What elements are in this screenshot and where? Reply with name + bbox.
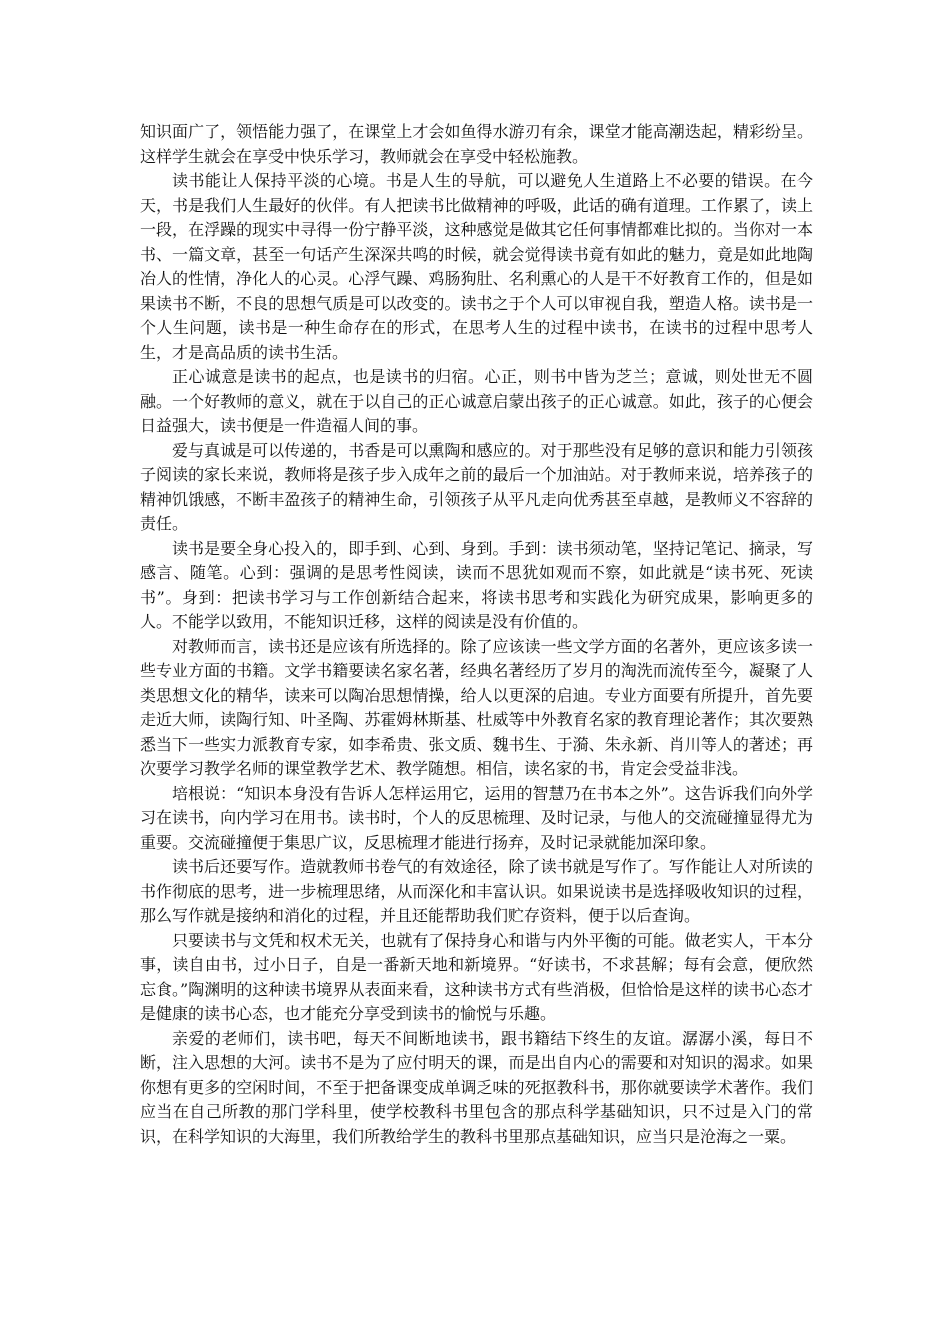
paragraph-3: 正心诚意是读书的起点，也是读书的归宿。心正，则书中皆为芝兰；意诚，则处世无不圆融。一个好教师的意义，就在于以自己的正心诚意启蒙出孩子的正心诚意。如此，孩子的心便会日益强大，读书便是一件造福人间的事。 — [140, 367, 813, 435]
paragraph-6: 对教师而言，读书还是应该有所选择的。除了应该读一些文学方面的名著外，更应该多读一些专业方面的书籍。文学书籍要读名家名著，经典名著经历了岁月的淘洗而流传至今，凝聚了人类思想文化的精华，读来可以陶冶思想情操，给人以更深的启迪。专业方面要有所提升，首先要走近大师，读陶行知、叶圣陶、苏霍姆林斯基、杜威等中外教育名家的教育理论著作；其次要熟悉当下一些实力派教育专家，如李希贵、张文质、魏书生、于漪、朱永新、肖川等人的著述；再次要学习教学名师的课堂教学艺术、教学随想。相信，读名家的书，肯定会受益非浅。 — [140, 636, 813, 778]
paragraph-2: 读书能让人保持平淡的心境。书是人生的导航，可以避免人生道路上不必要的错误。在今天，书是我们人生最好的伙伴。有人把读书比做精神的呼吸，此话的确有道理。工作累了，读上一段，在浮躁的现实中寻得一份宁静平淡，这种感觉是做其它任何事情都难比拟的。当你对一本书、一篇文章，甚至一句话产生深深共鸣的时候，就会觉得读书竟有如此的魅力，竟是如此地陶冶人的性情，净化人的心灵。心浮气躁、鸡肠狗肚、名利熏心的人是干不好教育工作的，但是如果读书不断，不良的思想气质是可以改变的。读书之于个人可以审视自我，塑造人格。读书是一个人生问题，读书是一种生命存在的形式，在思考人生的过程中读书，在读书的过程中思考人生，才是高品质的读书生活。 — [140, 171, 813, 362]
paragraph-1: 知识面广了，领悟能力强了，在课堂上才会如鱼得水游刃有余，课堂才能高潮迭起，精彩纷呈。这样学生就会在享受中快乐学习，教师就会在享受中轻松施教。 — [140, 122, 813, 166]
document-body — [140, 120, 813, 1149]
paragraph-5: 读书是要全身心投入的，即手到、心到、身到。手到：读书须动笔，坚持记笔记、摘录，写感言、随笔。心到：强调的是思考性阅读，读而不思犹如观而不察，如此就是“读书死、死读书”。身到：把读书学习与工作创新结合起来，将读书思考和实践化为研究成果，影响更多的人。不能学以致用，不能知识迁移，这样的阅读是没有价值的。 — [140, 538, 813, 631]
paragraph-10: 亲爱的老师们，读书吧，每天不间断地读书，跟书籍结下终生的友谊。潺潺小溪，每日不断，注入思想的大河。读书不是为了应付明天的课，而是出自内心的需要和对知识的渴求。如果你想有更多的空闲时间，不至于把备课变成单调乏味的死抠教科书，那你就要读学术著作。我们应当在自己所教的那门学科里，使学校教科书里包含的那点科学基础知识，只不过是入门的常识，在科学知识的大海里，我们所教给学生的教科书里那点基础知识，应当只是沧海之一粟。 — [140, 1028, 813, 1146]
paragraph-7: 培根说：“知识本身没有告诉人怎样运用它，运用的智慧乃在书本之外”。这告诉我们向外学习在读书，向内学习在用书。读书时，个人的反思梳理、及时记录，与他人的交流碰撞显得尤为重要。交流碰撞便于集思广议，反思梳理才能进行扬弃，及时记录就能加深印象。 — [140, 783, 813, 852]
paragraph-4: 爱与真诚是可以传递的，书香是可以熏陶和感应的。对于那些没有足够的意识和能力引领孩子阅读的家长来说，教师将是孩子步入成年之前的最后一个加油站。对于教师来说，培养孩子的精神饥饿感，不断丰盈孩子的精神生命，引领孩子从平凡走向优秀甚至卓越，是教师义不容辞的责任。 — [140, 440, 813, 533]
paragraph-9: 只要读书与文凭和权术无关，也就有了保持身心和谐与内外平衡的可能。做老实人，干本分事，读自由书，过小日子，自是一番新天地和新境界。“好读书，不求甚解；每有会意，便欣然忘食。”陶渊明的这种读书境界从表面来看，这种读书方式有些消极，但恰恰是这样的读书心态才是健康的读书心态，也才能充分享受到读书的愉悦与乐趣。 — [140, 930, 813, 1023]
paragraph-8: 读书后还要写作。造就教师书卷气的有效途径，除了读书就是写作了。写作能让人对所读的书作彻底的思考，进一步梳理思绪，从而深化和丰富认识。如果说读书是选择吸收知识的过程，那么写作就是接纳和消化的过程，并且还能帮助我们贮存资料，便于以后查询。 — [140, 857, 813, 925]
